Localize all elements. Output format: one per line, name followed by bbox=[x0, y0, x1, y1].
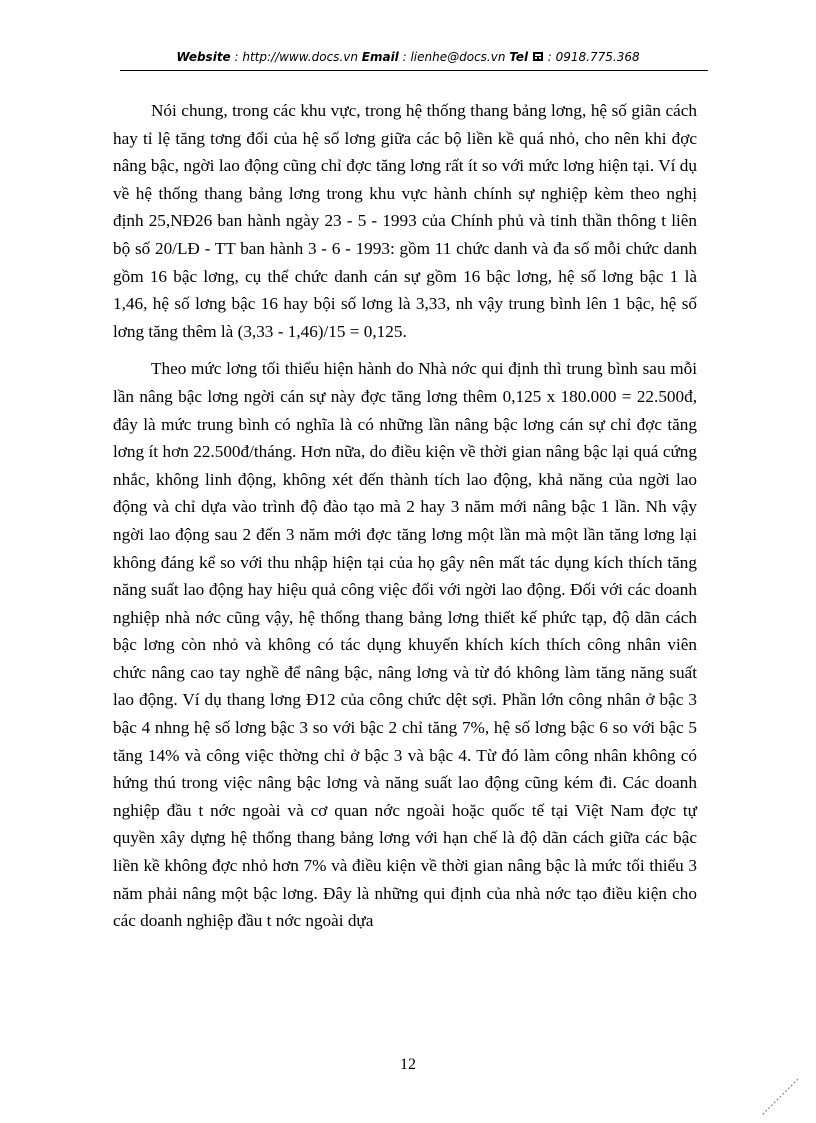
website-url[interactable]: : http://www.docs.vn bbox=[230, 50, 362, 64]
page-header bbox=[0, 50, 816, 64]
website-label: Website bbox=[176, 50, 231, 64]
document-body bbox=[113, 97, 697, 945]
email-label: Email bbox=[361, 50, 399, 64]
header-divider bbox=[120, 70, 708, 71]
paragraph: Nói chung, trong các khu vực, trong hệ thống thang bảng lơng, hệ số giãn cách hay tỉ lệ tăng tơng đối của hệ số lơng giữa các bộ liền kề quá nhỏ, cho nên khi đợc nâng bậc, ngời lao động cũng chỉ đợc tăng lơng rất ít so với mức lơng hiện tại. Ví dụ về hệ thống thang bảng lơng trong khu vực hành chính sự nghiệp kèm theo nghị định 25,NĐ26 ban hành ngày 23 - 5 - 1993 của Chính phủ và tinh thần thông t liên bộ số 20/LĐ - TT ban hành 3 - 6 - 1993: gồm 11 chức danh và đa số mỗi chức danh gồm 16 bậc lơng, cụ thể chức danh cán sự gồm 16 bậc lơng, hệ số lơng bậc 1 là 1,46, hệ số lơng bậc 16 hay bội số lơng là 3,33, nh vậy trung bình lên 1 bậc, hệ số lơng tăng thêm là (3,33 - 1,46)/15 = 0,125. bbox=[113, 101, 697, 341]
phone-icon bbox=[532, 50, 544, 64]
tel-label: Tel bbox=[509, 50, 529, 64]
paragraph: Theo mức lơng tối thiểu hiện hành do Nhà nớc qui định thì trung bình sau mỗi lần nâng bậc lơng ngời cán sự này đợc tăng lơng thêm 0,125 x 180.000 = 22.500đ, đây là mức trung bình có nghĩa là có những lần nâng bậc lơng cán sự chỉ đợc tăng lơng ít hơn 22.500đ/tháng. Hơn nữa, do điều kiện về thời gian nâng bậc lại quá cứng nhắc, không linh động, không xét đến thành tích lao động, khả năng của ngời lao động và chỉ dựa vào trình độ đào tạo mà 2 hay 3 năm mới nâng bậc 1 lần. Nh vậy ngời lao động sau 2 đến 3 năm mới đợc tăng lơng một lần mà một lần tăng lơng lại không đáng kể so với thu nhập hiện tại của họ gây nên mất tác dụng kích thích tăng năng suất lao động hay hiệu quả công việc đối với ngời lao động. Đối với các doanh nghiệp nhà nớc cũng vậy, hệ thống thang bảng lơng thiết kế phức tạp, độ dãn cách bậc lơng còn nhỏ và không có tác dụng khuyến khích kích thích công nhân viên chức nâng cao tay nghề để nâng bậc, nâng lơng và từ đó không làm tăng năng suất lao động. Ví dụ thang lơng Đ12 của công chức dệt sợi. Phần lớn công nhân ở bậc 3 bậc 4 nhng hệ số lơng bậc 3 so với bậc 2 chỉ tăng 7%, hệ số lơng bậc 6 so với bậc 5 tăng 14% và công việc thờng chỉ ở bậc 3 và bậc 4. Từ đó làm công nhân không có hứng thú trong việc nâng bậc lơng và năng suất lao động cũng kém đi. Các doanh nghiệp đầu t nớc ngoài và cơ quan nớc ngoài hoặc quốc tế tại Việt Nam đợc tự quyền xây dựng hệ thống thang bảng lơng với hạn chế là độ dãn cách giữa các bậc liền kề không đợc nhỏ hơn 7% và điều kiện về thời gian nâng bậc là mức tối thiểu 3 năm phải nâng một bậc lơng. Đây là những qui định của nhà nớc tạo điều kiện cho các doanh nghiệp đầu t nớc ngoài dựa bbox=[113, 359, 697, 931]
page-number: 12 bbox=[400, 1056, 416, 1073]
phone-number[interactable]: : 0918.775.368 bbox=[543, 50, 640, 64]
email-address[interactable]: : lienhe@docs.vn bbox=[398, 50, 510, 64]
page-corner-decoration bbox=[762, 1079, 798, 1115]
